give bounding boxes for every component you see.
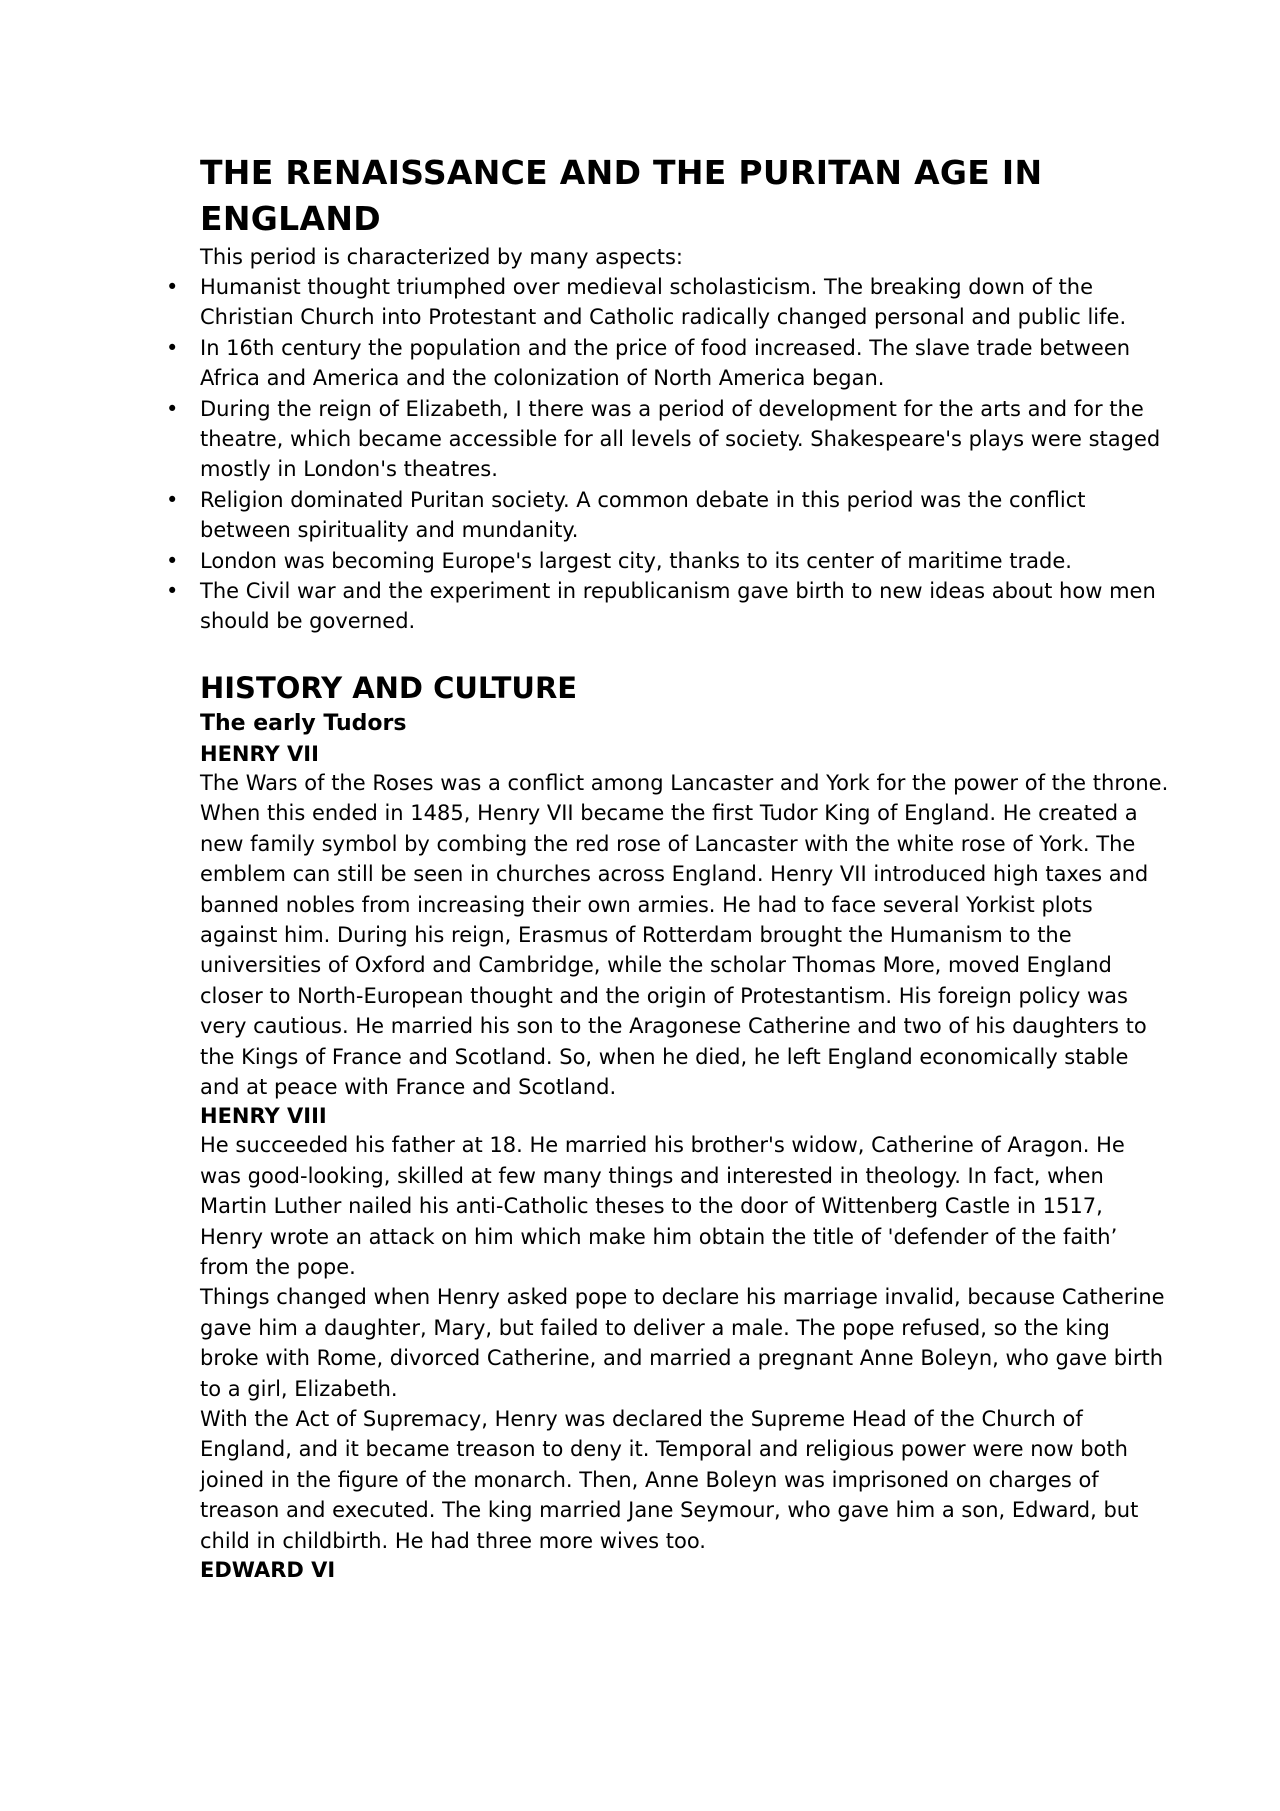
list-item [166,394,1170,485]
aspects-list [166,272,1170,637]
section-heading: HISTORY AND CULTURE [200,670,578,705]
henry-viii-paragraph-2: Things changed when Henry asked pope to declare his marriage invalid, because Catherine gave him a daughter, Mary, but failed to deliver a male. The pope refused, so the king broke with Rome, divorced Catherine, and married a pregnant Anne Boleyn, who gave birth to a girl, Elizabeth. [200,1285,1165,1401]
list-item [166,333,1170,394]
intro-text: This period is characterized by many aspects: [200,245,683,269]
bullet: • [166,548,179,573]
list-item [166,546,1170,576]
list-item-text: During the reign of Elizabeth, I there was a period of development for the arts and for the theatre, which became accessible for all levels of society. Shakespeare's plays were staged mostly in London's theatres. [200,396,1161,482]
list-item-text: In 16th century the population and the price of food increased. The slave trade between Africa and America and the colonization of North America began. [200,335,1131,391]
bullet: • [166,579,179,604]
page-title: THE RENAISSANCE AND THE PURITAN AGE IN ENGLAND [200,153,1043,238]
list-item [166,576,1170,637]
bullet: • [166,396,179,421]
henry-vii-paragraph: The Wars of the Roses was a conflict among Lancaster and York for the power of the throne. When this ended in 1485, Henry VII became the first Tudor King of England. He created a new family symbol by combing the red rose of Lancaster with the white rose of York. The emblem can still be seen in churches across England. Henry VII introduced high taxes and banned nobles from increasing their own armies. He had to face several Yorkist plots against him. During his reign, Erasmus of Rotterdam brought the Humanism to the universities of Oxford and Cambridge, while the scholar Thomas More, moved England closer to North-European thought and the origin of Protestantism. His foreign policy was very cautious. He married his son to the Aragonese Catherine and two of his daughters to the Kings of France and Scotland. So, when he died, he left England economically stable and at peace with France and Scotland. [200,770,1169,1099]
list-item-text: London was becoming Europe's largest city, thanks to its center of maritime trade. [200,548,1072,573]
list-item-text: The Civil war and the experiment in republicanism gave birth to new ideas about how men should be governed. [200,579,1156,634]
list-item [166,485,1170,546]
henry-viii-paragraph-1: He succeeded his father at 18. He married his brother's widow, Catherine of Aragon. He was good-looking, skilled at few many things and interested in theology. In fact, when Martin Luther nailed his anti-Catholic theses to the door of Wittenberg Castle in 1517, Henry wrote an attack on him which make him obtain the title of 'defender of the faith’ from the pope. [200,1133,1125,1279]
list-item [166,272,1170,333]
edward-vi-heading: EDWARD VI [200,1558,336,1583]
henry-viii-paragraph-3: With the Act of Supremacy, Henry was declared the Supreme Head of the Church of England, and it became treason to deny it. Temporal and religious power were now both joined in the figure of the monarch. Then, Anne Boleyn was imprisoned on charges of treason and executed. The king married Jane Seymour, who gave him a son, Edward, but child in childbirth. He had three more wives too. [200,1407,1139,1553]
bullet: • [166,487,179,512]
document-content [166,150,1170,1584]
subsection-heading: The early Tudors [200,710,407,736]
henry-vii-heading: HENRY VII [200,741,319,766]
list-item-text: Religion dominated Puritan society. A common debate in this period was the conflict between spirituality and mundanity. [200,487,1086,543]
bullet: • [166,275,179,299]
list-item-text: Humanist thought triumphed over medieval scholasticism. The breaking down of the Christian Church into Protestant and Catholic radically changed personal and public life. [200,275,1127,330]
henry-viii-heading: HENRY VIII [200,1104,327,1129]
bullet: • [166,335,179,360]
